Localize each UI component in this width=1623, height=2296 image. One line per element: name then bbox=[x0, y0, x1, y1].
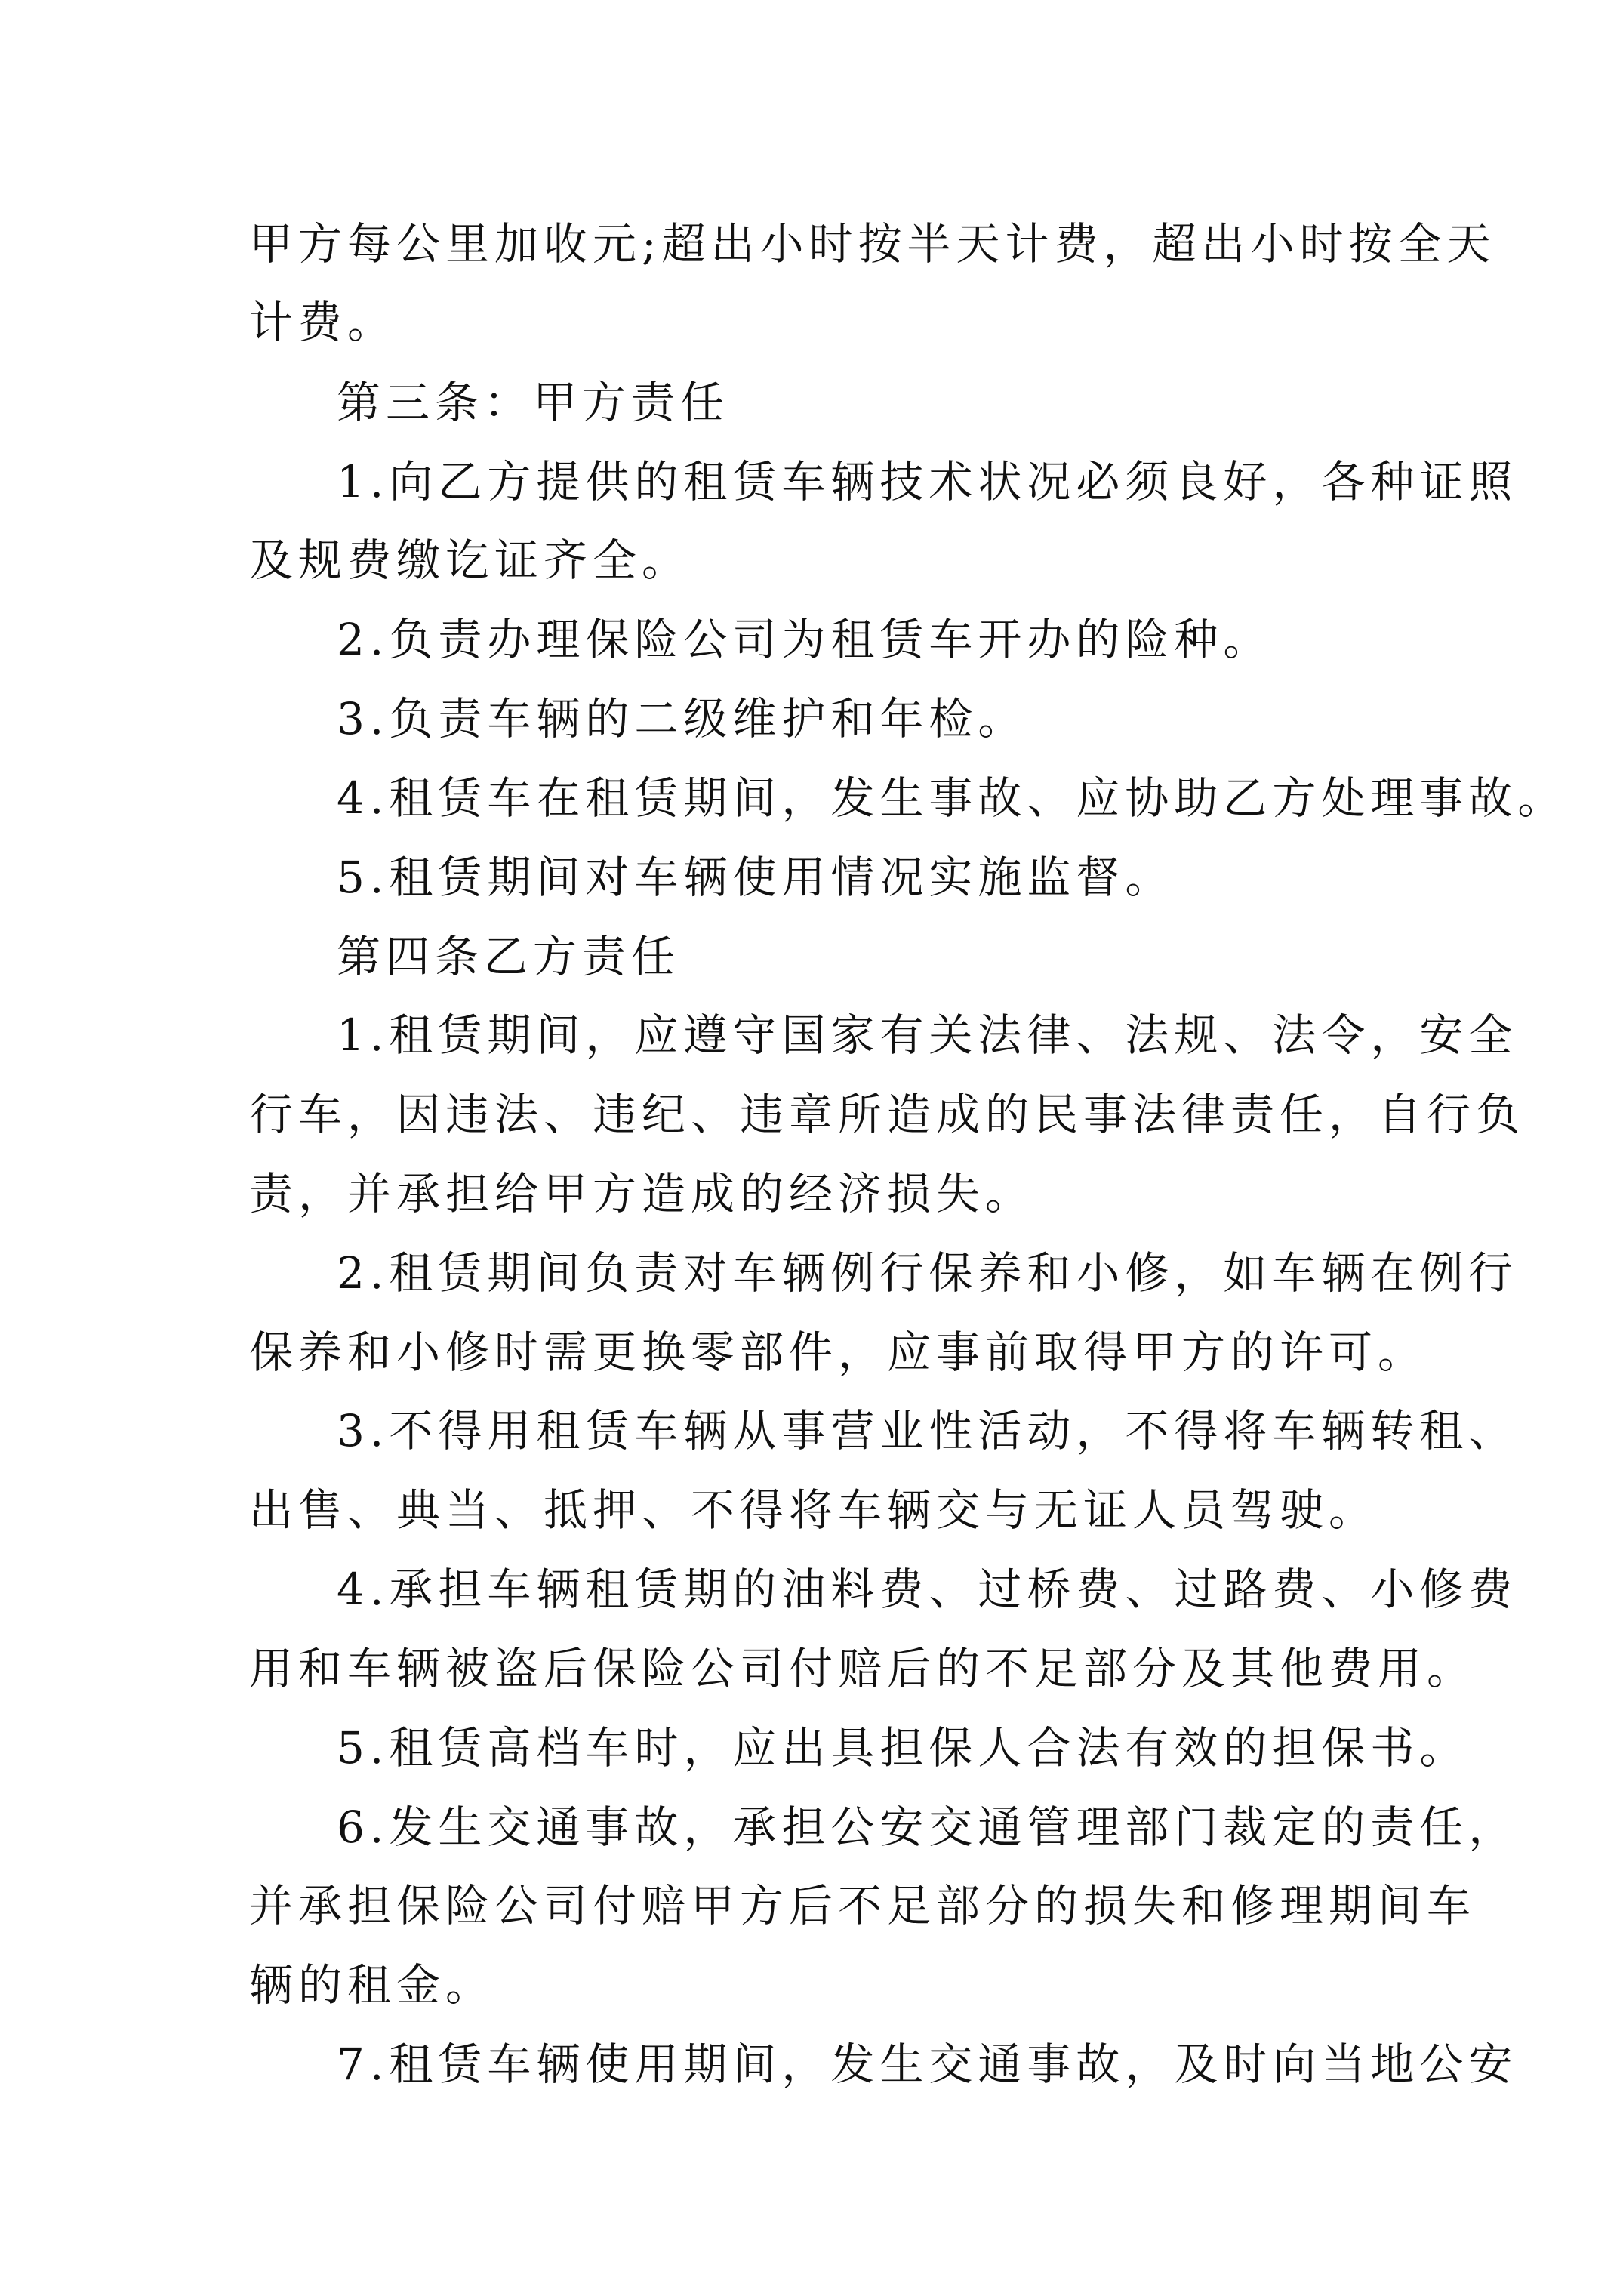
text-line: 4.承担车辆租赁期的油料费、过桥费、过路费、小修费 bbox=[337, 1564, 1518, 1615]
text-line: 出售、典当、抵押、不得将车辆交与无证人员驾驶。 bbox=[249, 1484, 1378, 1536]
text-line: 并承担保险公司付赔甲方后不足部分的损失和修理期间车 bbox=[249, 1880, 1477, 1931]
text-line: 及规费缴讫证齐全。 bbox=[249, 535, 691, 586]
text-line: 7.租赁车辆使用期间，发生交通事故，及时向当地公安 bbox=[337, 2039, 1518, 2090]
text-line: 行车，因违法、违纪、违章所造成的民事法律责任，自行负 bbox=[249, 1089, 1526, 1140]
text-line: 6.发生交通事故，承担公安交通管理部门裁定的责任， bbox=[337, 1801, 1518, 1853]
text-line: 保养和小修时需更换零部件，应事前取得甲方的许可。 bbox=[249, 1327, 1427, 1378]
text-line: 用和车辆被盗后保险公司付赔后的不足部分及其他费用。 bbox=[249, 1643, 1477, 1694]
text-line: 1.租赁期间，应遵守国家有关法律、法规、法令，安全 bbox=[337, 1009, 1518, 1061]
text-line: 3.不得用租赁车辆从事营业性活动，不得将车辆转租、 bbox=[337, 1405, 1518, 1456]
text-line: 4.租赁车在租赁期间，发生事故、应协助乙方处理事故。 bbox=[337, 772, 1567, 824]
text-line: 1.向乙方提供的租赁车辆技术状况必须良好，各种证照 bbox=[337, 456, 1518, 507]
section-heading: 第三条：甲方责任 bbox=[337, 377, 730, 428]
section-heading: 第四条乙方责任 bbox=[337, 931, 681, 982]
text-line: 责，并承担给甲方造成的经济损失。 bbox=[249, 1168, 1035, 1219]
text-line: 5.租赁高档车时，应出具担保人合法有效的担保书。 bbox=[337, 1722, 1469, 1774]
text-line: 2.负责办理保险公司为租赁车开办的险种。 bbox=[337, 614, 1273, 665]
text-line: 3.负责车辆的二级维护和年检。 bbox=[337, 693, 1027, 744]
text-line: 2.租赁期间负责对车辆例行保养和小修，如车辆在例行 bbox=[337, 1247, 1518, 1299]
text-line: 辆的租金。 bbox=[249, 1959, 495, 2011]
text-line: 计费。 bbox=[249, 297, 397, 348]
text-line: 甲方每公里加收元;超出小时按半天计费，超出小时按全天 bbox=[249, 218, 1496, 270]
text-line: 5.租赁期间对车辆使用情况实施监督。 bbox=[337, 852, 1175, 903]
